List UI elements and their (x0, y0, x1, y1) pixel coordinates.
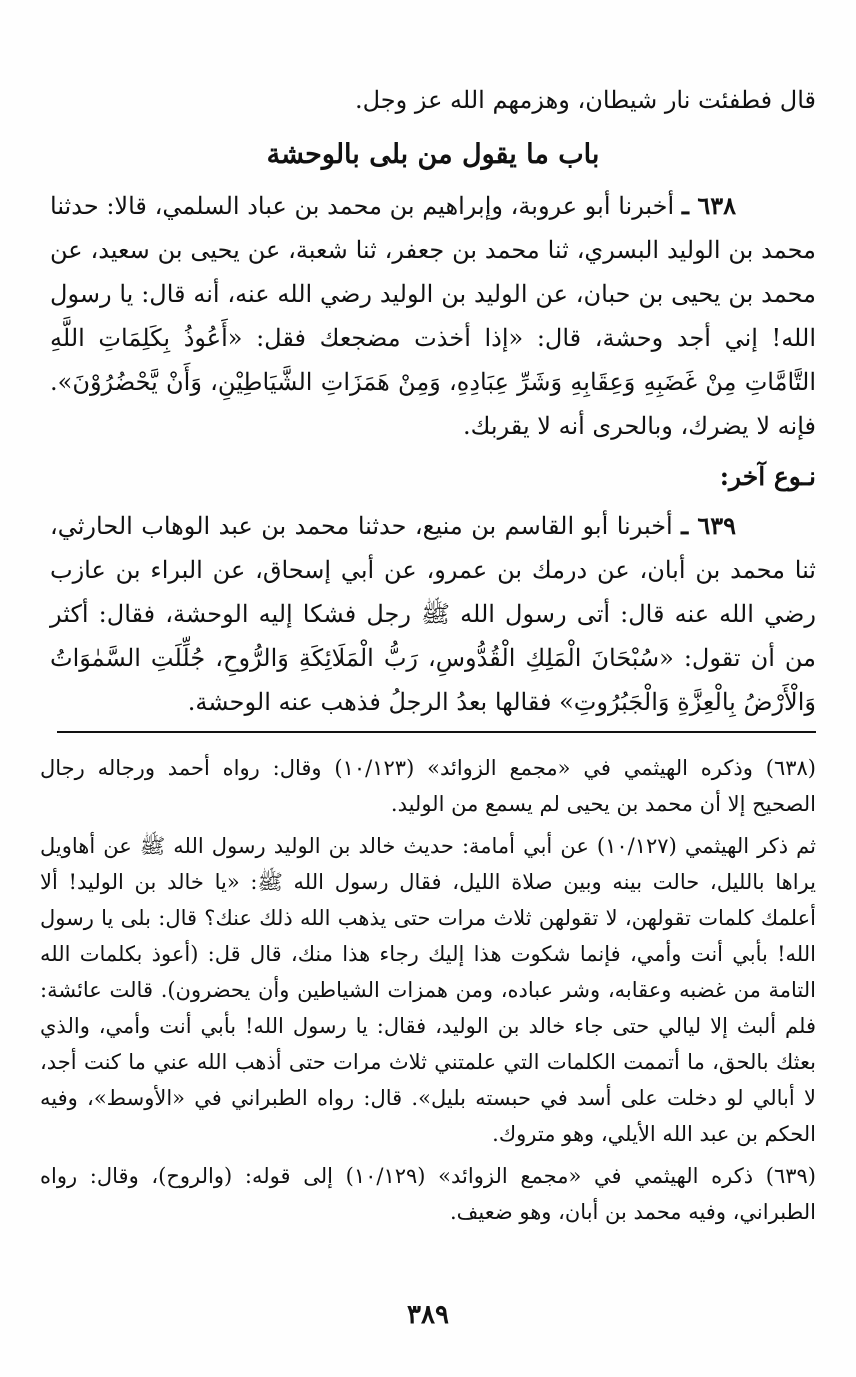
main-text (50, 78, 816, 724)
chapter-heading: باب ما يقول من بلى بالوحشة (266, 139, 600, 170)
footnote-638-continued: ثم ذكر الهيثمي (١٠/١٢٧) عن أبي أمامة: حديث خالد بن الوليد رسول الله ﷺ عن أهاويل يراها بالليل، حالت بينه وبين صلاة الليل، فقال رسول الله ﷺ: «يا خالد بن الوليد! ألا أعلمك كلمات تقولهن، لا تقولهن ثلاث مرات حتى يذهب الله ذلك عنك؟ قال: بلى يا رسول الله! بأبي أنت وأمي، فإنما شكوت هذا إليك رجاء هذا منك، قال قل: (أعوذ بكلمات الله التامة من غضبه وعقابه، وشر عباده، ومن همزات الشياطين وأن يحضرون). قالت عائشة: فلم ألبث إلا ليالي حتى جاء خالد بن الوليد، فقال: يا رسول الله! بأبي أنت وأمي، والذي بعثك بالحق، ما أتممت الكلمات التي علمتني ثلاث مرات حتى أذهب الله عني ما كنت أجد، لا أبالي لو دخلت على أسد في حبسته بليل». قال: رواه الطبراني في «الأوسط»، وفيه الحكم بن عبد الله الأيلي، وهو متروك. (40, 834, 816, 1146)
entry-text: أخبرنا أبو عروبة، وإبراهيم بن محمد بن عباد السلمي، قالا: حدثنا محمد بن الوليد البسري، ثنا محمد بن جعفر، ثنا شعبة، عن يحيى بن سعيد، عن محمد بن يحيى بن حبان، عن الوليد بن الوليد رضي الله عنه، أنه قال: يا رسول الله! إني أجد وحشة، قال: «إذا أخذت مضجعك فقل: «أَعُوذُ بِكَلِمَاتِ اللَّهِ التَّامَّاتِ مِنْ غَضَبِهِ وَعِقَابِهِ وَشَرِّ عِبَادِهِ، وَمِنْ هَمَزَاتِ الشَّيَاطِيْنِ، وَأَنْ يَّحْضُرُوْنَ». فإنه لا يضرك، وبالحرى أنه لا يقربك. (50, 192, 816, 440)
entry-number: ٦٣٨ ـ (681, 191, 736, 220)
footnote-638: (٦٣٨) وذكره الهيثمي في «مجمع الزوائد» (١٠/١٢٣) وقال: رواه أحمد ورجاله رجال الصحيح إلا أن محمد بن يحيى لم يسمع من الوليد. (40, 756, 816, 816)
entry-text: أخبرنا أبو القاسم بن منيع، حدثنا محمد بن عبد الوهاب الحارثي، ثنا محمد بن أبان، عن درمك بن عمرو، عن أبي إسحاق، عن البراء بن عازب رضي الله عنه قال: أتى رسول الله ﷺ رجل فشكا إليه الوحشة، فقال: أكثر من أن تقول: «سُبْحَانَ الْمَلِكِ الْقُدُّوسِ، رَبُّ الْمَلَائِكَةِ وَالرُّوحِ، جُلِّلَتِ السَّمٰوَاتُ وَالْأَرْضُ بِالْعِزَّةِ وَالْجَبُرُوتِ» فقالها بعدُ الرجلُ فذهب عنه الوحشة. (50, 512, 816, 716)
hadith-entry-639 (50, 504, 816, 724)
page-number: ٣٨٩ (407, 1300, 449, 1330)
footnote-divider (57, 731, 816, 733)
section-subheading: نـوع آخر: (719, 462, 816, 491)
hadith-entry-638 (50, 184, 816, 448)
footnotes (40, 750, 816, 1236)
footnote-639: (٦٣٩) ذكره الهيثمي في «مجمع الزوائد» (١٠/١٢٩) إلى قوله: (والروح)، وقال: رواه الطبراني، وفيه محمد بن أبان، وهو ضعيف. (40, 1164, 816, 1224)
entry-number: ٦٣٩ ـ (681, 511, 736, 540)
opening-line: قال فطفئت نار شيطان، وهزمهم الله عز وجل. (354, 86, 816, 114)
